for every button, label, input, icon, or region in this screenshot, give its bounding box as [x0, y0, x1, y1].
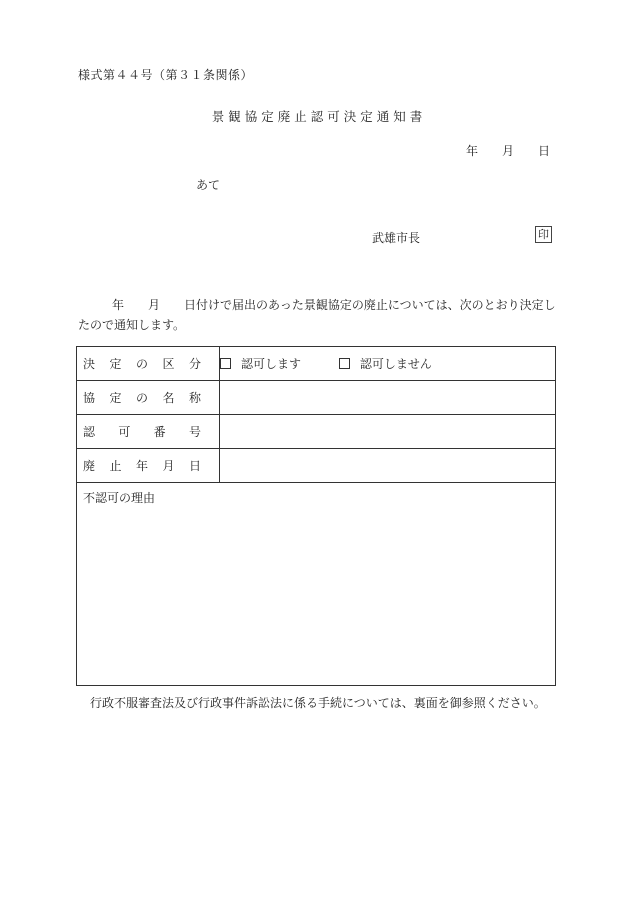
rejection-reason-field[interactable]: [77, 483, 556, 686]
row-label-agreement-name: 協 定 の 名 称: [77, 381, 220, 415]
table-row: [77, 381, 556, 415]
row-label-approval-number: 認 可 番 号: [77, 415, 220, 449]
date-day: 日: [538, 144, 551, 158]
table-row: [77, 483, 556, 686]
agreement-name-field[interactable]: [220, 381, 556, 415]
body-year: 年: [112, 298, 125, 312]
seal-mark: 印: [535, 226, 552, 243]
option-reject[interactable]: 認可しません: [339, 355, 432, 372]
option-approve[interactable]: 認可します: [220, 355, 301, 372]
body-month: 月: [148, 298, 161, 312]
date-month: 月: [502, 144, 515, 158]
issuer-name: 武雄市長: [372, 231, 421, 245]
table-row: [77, 415, 556, 449]
table-row: [77, 347, 556, 381]
document-title: 景観協定廃止認可決定通知書: [211, 109, 427, 124]
checkbox-approve[interactable]: [220, 358, 231, 369]
decision-table: [76, 346, 556, 686]
date-year: 年: [466, 144, 479, 158]
row-label-abolition-date: 廃 止 年 月 日: [77, 449, 220, 483]
decision-options: [220, 347, 556, 381]
row-label-decision: 決 定 の 区 分: [77, 347, 220, 381]
abolition-date-field[interactable]: [220, 449, 556, 483]
table-row: [77, 449, 556, 483]
addressee: あて: [196, 178, 221, 192]
footer-note: 行政不服審査法及び行政事件訴訟法に係る手続については、裏面を御参照ください。: [90, 696, 546, 710]
body-text: 日付けで届出のあった景観協定の廃止については、次のとおり決定したので通知します。: [78, 298, 556, 332]
approval-number-field[interactable]: [220, 415, 556, 449]
date-line: [466, 142, 550, 159]
checkbox-reject[interactable]: [339, 358, 350, 369]
rejection-reason-label: 不認可の理由: [83, 491, 156, 505]
notice-body: [78, 295, 558, 335]
form-number: 様式第４４号（第３１条関係）: [78, 68, 254, 82]
